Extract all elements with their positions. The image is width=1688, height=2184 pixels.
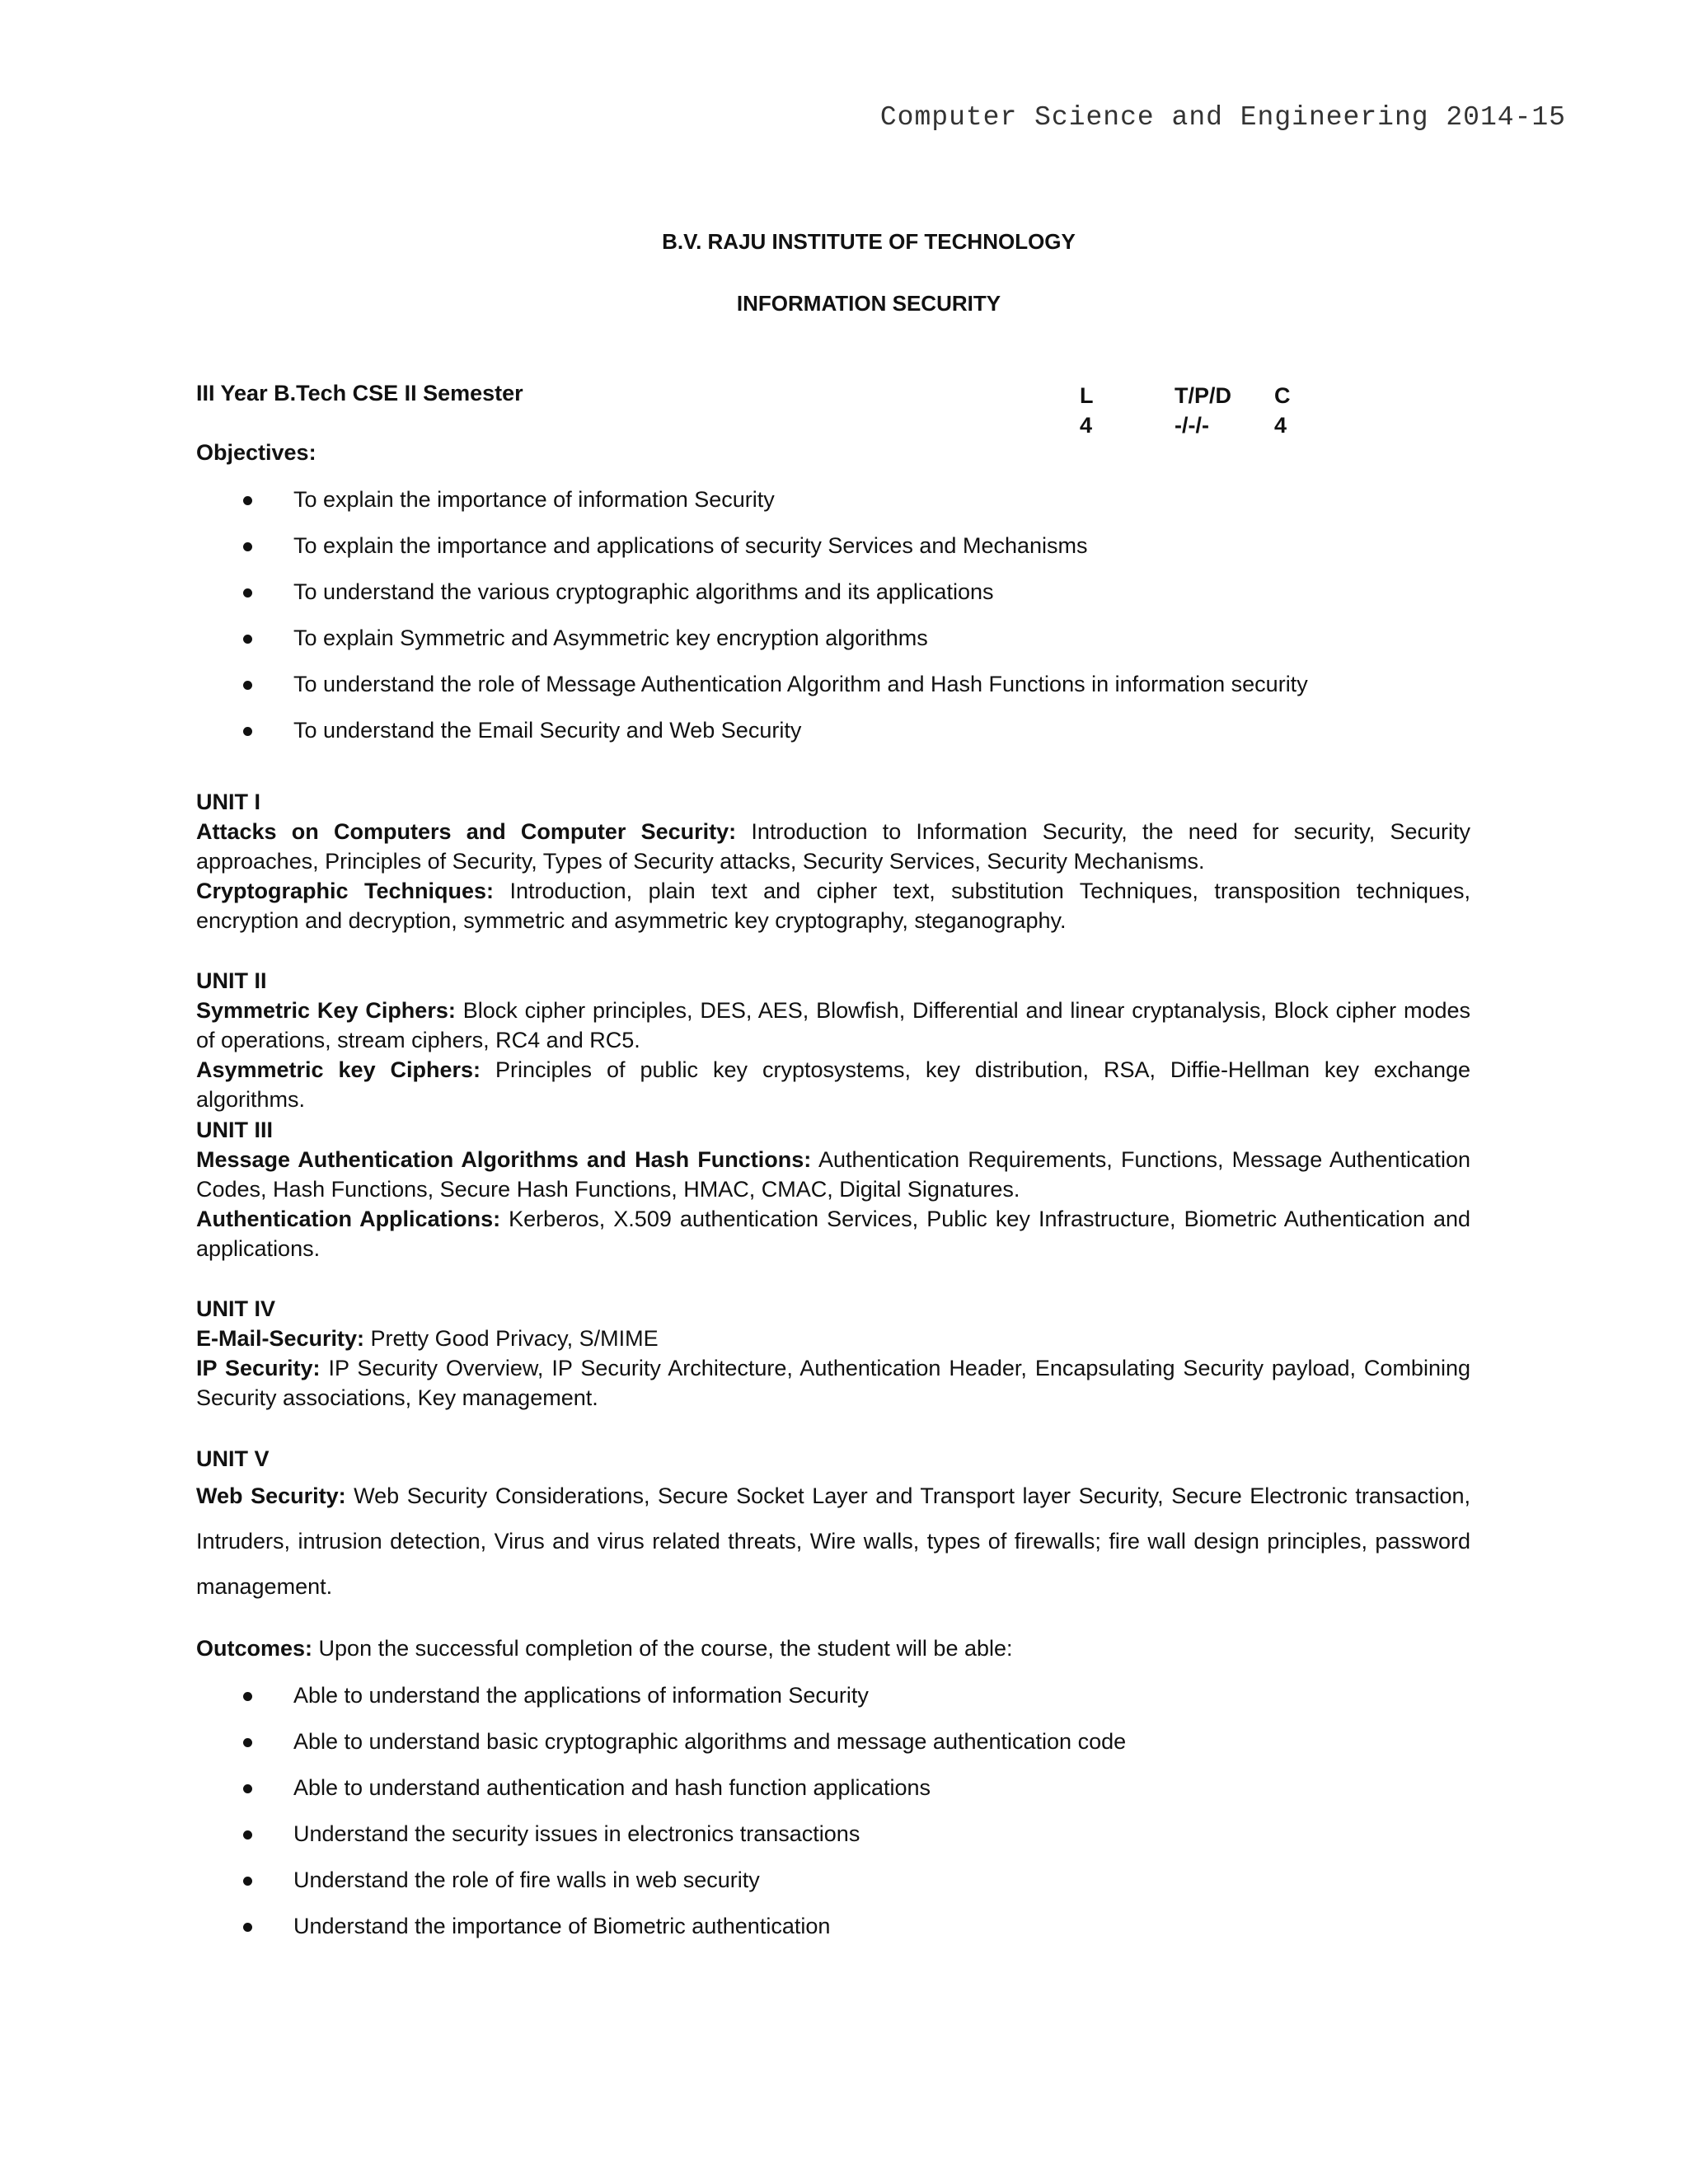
bullet-icon [243,496,252,505]
topic-text: Principles of public key cryptosystems, key distribution, RSA, Diffie-Hellman key exchange algorithms. [196,1057,1470,1112]
list-item [196,485,1515,531]
unit-heading: UNIT IV [196,1296,276,1321]
topic-text: Web Security Considerations, Secure Socket Layer and Transport layer Security, Secure Electronic transaction, Intruders, intrusion detection, Virus and virus related threats, Wire walls, types of firewalls; fire wall design principles, password management. [196,1483,1470,1599]
ltpc-c-value: 4 [1274,413,1287,438]
unit-paragraph [196,1353,1470,1413]
ltpc-c-head: C [1274,383,1291,408]
bullet-icon [243,1923,252,1932]
unit-paragraph [196,1055,1470,1114]
bullet-icon [243,1738,252,1747]
unit-paragraph [196,1474,1470,1610]
outcomes-intro [196,1636,1013,1661]
ltpc-l-value: 4 [1080,413,1093,438]
bullet-icon [243,635,252,644]
unit-heading: UNIT III [196,1118,273,1142]
institute-title: B.V. RAJU INSTITUTE OF TECHNOLOGY [662,229,1076,254]
outcome-text: Understand the role of fire walls in web security [293,1868,760,1892]
unit-1-section [196,787,1470,935]
objective-text: To explain the importance and applications of security Services and Mechanisms [293,533,1088,558]
outcome-text: Understand the security issues in electronics transactions [293,1821,860,1846]
unit-2-section [196,966,1470,1114]
ltpc-tpd-value: -/-/- [1175,413,1209,438]
outcomes-list [196,1680,1515,1957]
list-item [196,1911,1515,1957]
topic-text: Introduction to Information Security, the need for security, Security approaches, Principles of Security, Types of Security attacks, Security Services, Security Mechanisms. [196,819,1470,874]
unit-3-section [196,1115,1470,1263]
objective-text: To understand the Email Security and Web Security [293,718,802,743]
topic-text: Authentication Requirements, Functions, Message Authentication Codes, Hash Functions, Secure Hash Functions, HMAC, CMAC, Digital Signatures. [196,1147,1470,1202]
list-item [196,1819,1515,1865]
list-item [196,623,1515,669]
unit-paragraph [196,996,1470,1055]
list-item [196,1773,1515,1819]
ltpc-tpd-column [1175,381,1231,440]
topic-text: Block cipher principles, DES, AES, Blowfish, Differential and linear cryptanalysis, Block cipher modes of operations, stream ciphers, RC4 and RC5. [196,998,1470,1052]
unit-heading: UNIT II [196,968,267,993]
bullet-icon [243,681,252,690]
ltpc-tpd-head: T/P/D [1175,383,1232,408]
bullet-icon [243,727,252,736]
bullet-icon [243,1784,252,1793]
ltpc-c-column [1274,381,1291,440]
unit-4-section [196,1294,1470,1413]
list-item [196,1727,1515,1773]
outcomes-intro-text: Upon the successful completion of the course, the student will be able: [312,1636,1013,1661]
topic-heading: Cryptographic Techniques: [196,879,495,903]
outcome-text: Able to understand basic cryptographic algorithms and message authentication code [293,1729,1127,1754]
unit-paragraph [196,1324,1470,1353]
unit-paragraph [196,1204,1470,1263]
unit-heading: UNIT I [196,790,260,814]
unit-5-section [196,1444,1470,1610]
topic-text: Kerberos, X.509 authentication Services, Public key Infrastructure, Biometric Authentication and applications. [196,1207,1470,1261]
topic-heading: Authentication Applications: [196,1207,501,1231]
bullet-icon [243,1692,252,1701]
outcome-text: Understand the importance of Biometric authentication [293,1914,831,1938]
unit-paragraph [196,1145,1470,1204]
list-item [196,1865,1515,1911]
topic-heading: Web Security: [196,1483,346,1508]
list-item [196,577,1515,623]
ltpc-l-head: L [1080,383,1094,408]
objective-text: To explain the importance of information Security [293,487,775,512]
unit-paragraph [196,817,1470,876]
unit-heading: UNIT V [196,1446,270,1471]
list-item [196,1680,1515,1727]
topic-text: IP Security Overview, IP Security Architecture, Authentication Header, Encapsulating Security payload, Combining Security associations, Key management. [196,1356,1470,1410]
list-item [196,669,1515,715]
topic-heading: IP Security: [196,1356,321,1380]
bullet-icon [243,1830,252,1840]
topic-heading: Asymmetric key Ciphers: [196,1057,481,1082]
objective-text: To understand the various cryptographic algorithms and its applications [293,579,994,604]
objective-text: To understand the role of Message Authentication Algorithm and Hash Functions in information security [293,672,1308,696]
bullet-icon [243,542,252,551]
outcomes-heading: Outcomes: [196,1636,313,1661]
topic-text: Introduction, plain text and cipher text, substitution Techniques, transposition techniques, encryption and decryption, symmetric and asymmetric key cryptography, steganography. [196,879,1471,933]
unit-paragraph [196,876,1470,935]
topic-heading: Symmetric Key Ciphers: [196,998,456,1023]
bullet-icon [243,1877,252,1886]
bullet-icon [243,588,252,598]
topic-text: Pretty Good Privacy, S/MIME [364,1326,659,1351]
ltpc-l-column [1080,381,1094,440]
topic-heading: E-Mail-Security: [196,1326,365,1351]
list-item [196,715,1515,762]
topic-heading: Attacks on Computers and Computer Security: [196,819,737,844]
year-semester: III Year B.Tech CSE II Semester [196,381,523,405]
list-item [196,531,1515,577]
objectives-heading: Objectives: [196,440,316,465]
objective-text: To explain Symmetric and Asymmetric key encryption algorithms [293,626,928,650]
page-header: Computer Science and Engineering 2014-15 [879,102,1566,133]
outcome-text: Able to understand the applications of information Security [293,1683,869,1708]
subject-title: INFORMATION SECURITY [736,291,1001,316]
outcome-text: Able to understand authentication and hash function applications [293,1775,931,1800]
objectives-list [196,485,1515,762]
topic-heading: Message Authentication Algorithms and Hash Functions: [196,1147,812,1172]
